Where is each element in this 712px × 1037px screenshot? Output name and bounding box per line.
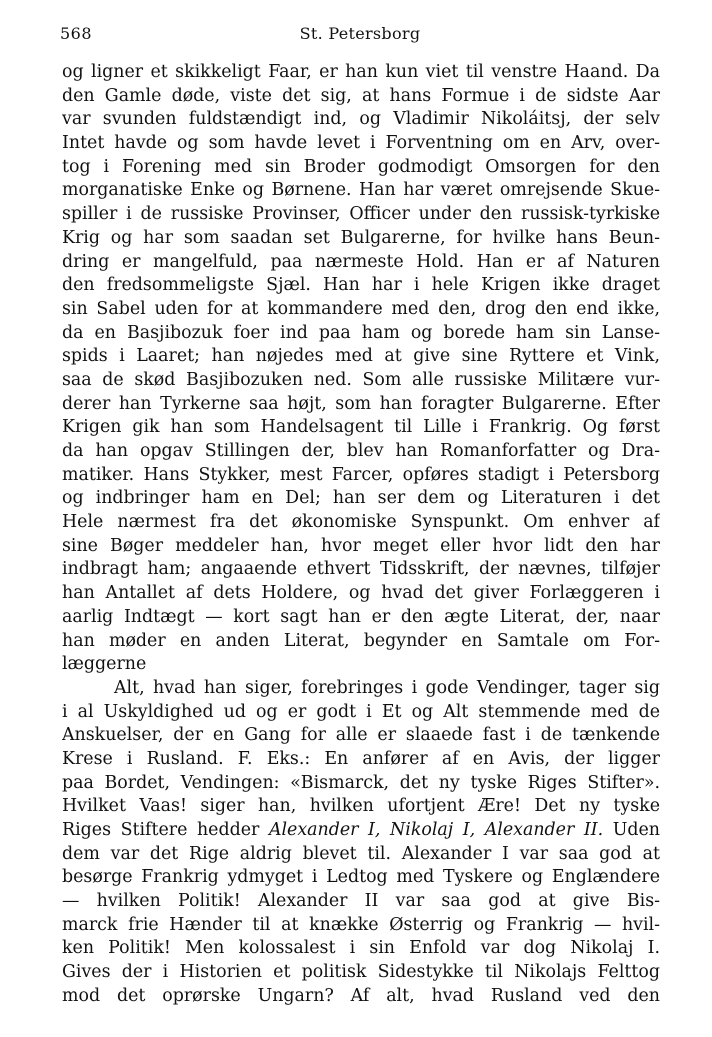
text-line: sin Sabel uden for at kommandere med den, drog den end ikke, [62,298,660,319]
text-line: — hvilken Politik! Alexander II var saa god at give Bis- [62,891,660,912]
text-line: da han opgav Stillingen der, blev han Romanforfatter og Dra- [62,441,660,461]
text-line: han Antallet af dets Holdere, og hvad det giver Forlæggeren i [62,583,660,604]
body-text [62,61,660,1009]
text-line: han møder en anden Literat, begynder en Samtale om For- [62,630,660,651]
text-line: besørge Frankrig ydmyget i Ledtog med Tyskere og Englændere [62,867,660,888]
text-line: Hvilket Vaas! siger han, hvilken ufortjent Ære! Det ny tyske [62,796,660,817]
text-line: og ligner et skikkeligt Faar, er han kun viet til venstre Haand. Da [62,62,660,82]
text-line: den fredsommeligste Sjæl. Han har i hele Krigen ikke draget [62,275,660,296]
text-line: mod det oprørske Ungarn? Af alt, hvad Rusland ved den [62,985,660,1006]
text-line: i al Uskyldighed ud og er godt i Et og Alt stemmende med de [62,701,660,722]
text-line: paa Bordet, Vendingen: «Bismarck, det ny tyske Riges Stifter». [62,772,660,793]
paragraph-start-line: Alt, hvad han siger, forebringes i gode Vendinger, tager sig [114,677,660,698]
text-line: Krig og har som saadan set Bulgarerne, for hvilke hans Beun- [62,227,660,248]
text-line: da en Basjibozuk foer ind paa ham og borede ham sin Lanse- [62,322,660,343]
text-line: den Gamle døde, viste det sig, at hans Formue i de sidste Aar [62,85,660,106]
line-segment: Uden [603,820,660,840]
text-line: marck frie Hænder til at knække Østerrig og Frankrig — hvil- [62,914,660,935]
text-line: Gives der i Historien et politisk Sidestykke til Nikolajs Felttog [62,962,660,983]
page-number: 568 [60,24,93,43]
text-line: Anskuelser, der en Gang for alle er slaaede fast i de tænkende [62,725,660,746]
text-line: Hele nærmest fra det økonomiske Synspunkt. Om enhver af [62,512,660,533]
italic-emperor-names: Alexander I, Nikolaj I, Alexander II. [268,820,604,840]
text-line: sine Bøger meddeler han, hvor meget eller hvor lidt den har [62,535,660,556]
page-header [60,24,660,52]
text-line: og indbringer ham en Del; han ser dem og Literaturen i det [62,488,660,509]
text-line: var svunden fuldstændigt ind, og Vladimir Nikoláitsj, der selv [62,109,660,130]
text-line: Krese i Rusland. F. Eks.: En anfører af en Avis, der ligger [62,748,660,769]
text-line-with-italics [62,819,660,843]
paragraph-end-line: læggerne [62,654,147,675]
text-line: tog i Forening med sin Broder godmodigt Omsorgen for den [62,156,660,177]
text-line: Krigen gik han som Handelsagent til Lille i Frankrig. Og først [62,417,660,438]
text-line: saa de skød Basjibozuken ned. Som alle russiske Militære vur- [62,369,660,390]
text-line: matiker. Hans Stykker, mest Farcer, opføres stadigt i Petersborg [62,464,660,485]
text-line: dem var det Rige aldrig blevet til. Alexander I var saa god at [62,843,660,864]
text-line: aarlig Indtægt — kort sagt han er den ægte Literat, der, naar [62,606,660,627]
text-line: morganatiske Enke og Børnene. Han har været omrejsende Skue- [62,180,660,201]
text-line: derer han Tyrkerne saa højt, som han foragter Bulgarerne. Efter [62,393,660,414]
text-line: spiller i de russiske Provinser, Officer under den russisk-tyrkiske [62,204,660,225]
text-line: spids i Laaret; han nøjedes med at give sine Ryttere et Vink, [62,346,660,367]
text-line: Intet havde og som havde levet i Forventning om en Arv, over- [62,133,660,154]
text-line: ken Politik! Men kolossalest i sin Enfold var dog Nikolaj I. [62,938,660,959]
text-line: indbragt ham; angaaende ethvert Tidsskrift, der nævnes, tilføjer [62,559,660,580]
text-line: dring er mangelfuld, paa nærmeste Hold. Han er af Naturen [62,251,660,272]
line-segment: Riges Stiftere hedder [62,820,269,840]
running-head: St. Petersborg [299,24,421,43]
